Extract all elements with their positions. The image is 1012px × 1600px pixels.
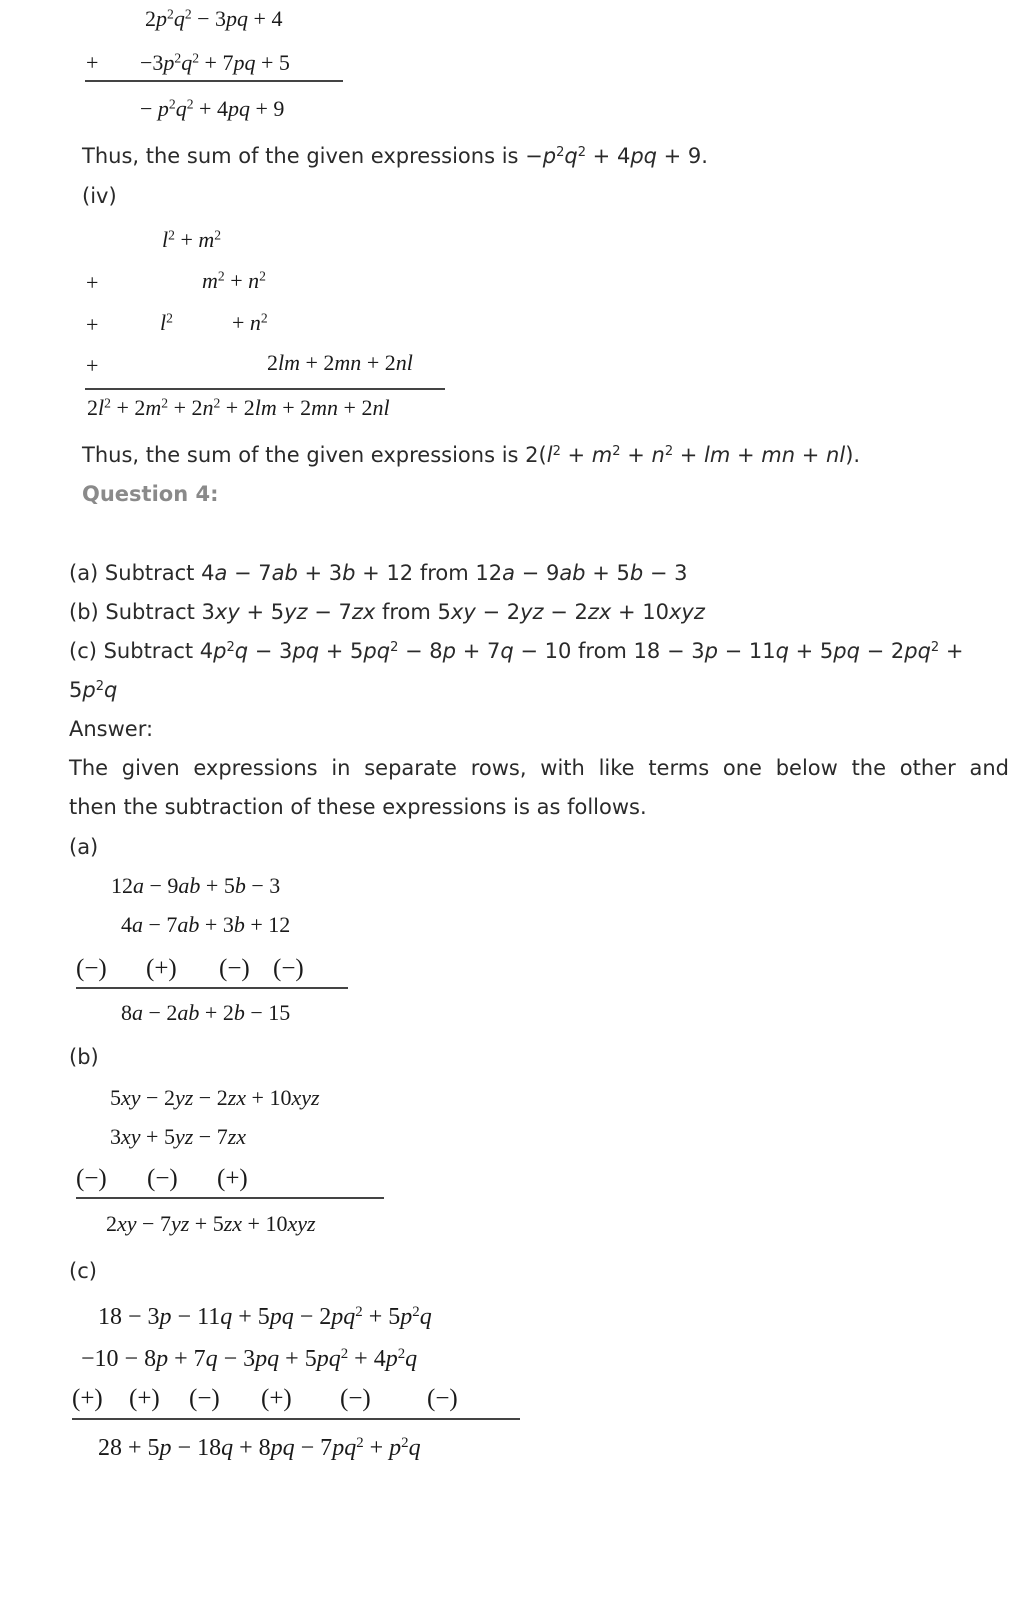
sub-c-row2: $-10 - 8p + 7q - 3pq + 5pq^2 + 4p^2q$ (81, 1345, 418, 1372)
answer-intro-line2: then the subtraction of these expressions is as follows. (69, 795, 647, 819)
sum-iv-result: $2l^2 + 2m^2 + 2n^2 + 2lm + 2mn + 2nl$ (87, 395, 390, 420)
sub-a-row2: 4a − 7ab + 3b + 12 (121, 912, 291, 937)
sub-a-sign-4: (−) (273, 955, 304, 982)
sub-b-row2: 3xy + 5yz − 7zx (110, 1124, 247, 1149)
sum-iii-plus: + (86, 50, 99, 75)
sub-a-sign-3: (−) (219, 955, 250, 982)
sum-iv-row4: 2lm + 2mn + 2nl (267, 350, 413, 375)
sum-iv-plus2: + (86, 312, 99, 337)
answer-intro-line1: The given expressions in separate rows, with like terms one below the other and (69, 756, 1009, 780)
sub-b-result: 2xy − 7yz + 5zx + 10xyz (106, 1211, 316, 1236)
sum-iii-result: − $p^2q^2 + 4pq + 9$ (140, 96, 285, 121)
sum-iii-row1: $2p^2q^2 - 3pq + 4$ (145, 6, 283, 31)
part-c-label: (c) (69, 1259, 97, 1283)
sum-iv-row1: $l^2 + m^2$ (162, 227, 222, 252)
sub-c-sign-1: (+) (72, 1385, 103, 1412)
sum-iv-row2: $m^2 + n^2$ (202, 268, 266, 293)
q4-part-c-line2: $5p^2q$ (69, 678, 118, 702)
sub-b-row1: 5xy − 2yz − 2zx + 10xyz (110, 1085, 320, 1110)
sub-a-result: 8a − 2ab + 2b − 15 (121, 1000, 291, 1025)
sub-c-rule (72, 1418, 520, 1420)
sum-iv-row3a: $l^2$ (160, 310, 173, 335)
sum-iii-conclusion: Thus, the sum of the given expressions is $-p^2q^2 + 4pq + 9$. (82, 144, 708, 168)
sub-b-sign-1: (−) (76, 1165, 107, 1192)
sub-b-sign-3: (+) (217, 1165, 248, 1192)
sum-iv-row3b: + $n^2$ (232, 310, 268, 335)
sub-c-sign-2: (+) (129, 1385, 160, 1412)
part-b-label: (b) (69, 1045, 99, 1069)
q4-part-c-line1: (c) Subtract $4p^2q - 3pq + 5pq^2 - 8p + 7q - 10$ from $18 - 3p - 11q + 5pq - 2pq^2$ + (69, 639, 964, 663)
q4-part-a: (a) Subtract 4a − 7ab + 3b + 12 from 12a − 9ab + 5b − 3 (69, 561, 688, 585)
sub-b-rule (76, 1197, 384, 1199)
sub-c-sign-6: (−) (427, 1385, 458, 1412)
sub-c-row1: $18 - 3p - 11q + 5pq - 2pq^2 + 5p^2q$ (98, 1303, 432, 1330)
question-heading: Question 4: (82, 482, 219, 506)
sub-c-sign-3: (−) (189, 1385, 220, 1412)
sub-c-sign-5: (−) (340, 1385, 371, 1412)
answer-label: Answer: (69, 717, 154, 741)
part-iv-label: (iv) (82, 184, 117, 208)
sum-iv-rule (85, 388, 445, 390)
sum-iv-plus1: + (86, 270, 99, 295)
sub-a-rule (76, 987, 348, 989)
sum-iv-conclusion: Thus, the sum of the given expressions is $2(l^2 + m^2 + n^2$ + lm + mn + nl). (82, 443, 861, 467)
sub-c-result: $28 + 5p - 18q + 8pq - 7pq^2 + p^2q$ (98, 1434, 421, 1461)
sub-c-sign-4: (+) (261, 1385, 292, 1412)
sub-a-row1: 12a − 9ab + 5b − 3 (111, 873, 281, 898)
part-a-label: (a) (69, 835, 99, 859)
sub-a-sign-2: (+) (146, 955, 177, 982)
sum-iii-row2: $-3p^2q^2 + 7pq + 5$ (140, 50, 290, 75)
sub-a-sign-1: (−) (76, 955, 107, 982)
sum-iii-rule (85, 80, 343, 82)
sum-iv-plus3: + (86, 353, 99, 378)
q4-part-b: (b) Subtract 3xy + 5yz − 7zx from 5xy − 2yz − 2zx + 10xyz (69, 600, 705, 624)
sub-b-sign-2: (−) (147, 1165, 178, 1192)
